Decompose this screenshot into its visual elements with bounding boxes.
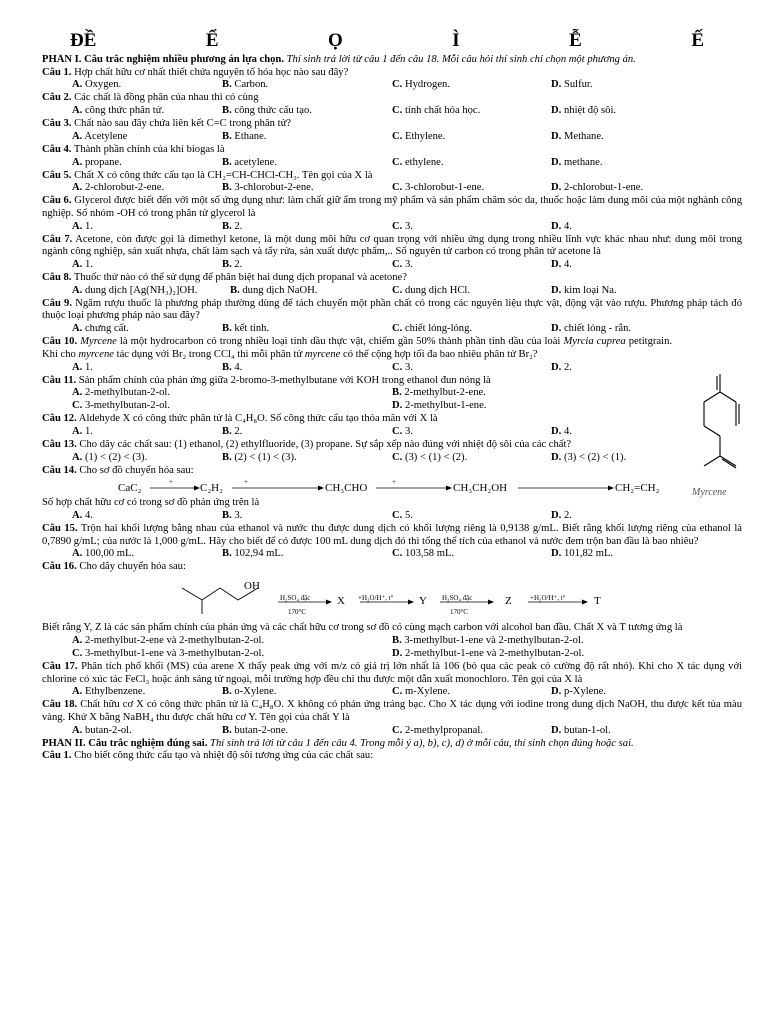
option-a[interactable]: A. công thức phân tử.: [72, 105, 165, 117]
option-a[interactable]: A. 4.: [72, 510, 93, 522]
reagent-label: +H₂O/H⁺, t°: [530, 594, 566, 603]
option-b[interactable]: B. công thức cấu tạo.: [222, 105, 312, 117]
question-text: Sản phẩm chính của phản ứng giữa 2-bromo-3-methylbutane với KOH trong ethanol đun nóng là: [76, 374, 491, 386]
myrcene-structure: [690, 370, 750, 500]
compound-t: T: [594, 595, 601, 608]
options-q16-row1: [42, 635, 742, 648]
compound-ethylene: CH₂=CH₂: [615, 482, 660, 495]
compound-c2h2: C₂H₂: [200, 482, 223, 495]
question-text: Số hợp chất hữu cơ có trong sơ đồ phản ứng trên là: [42, 497, 260, 509]
options-q16-row2: [42, 648, 742, 661]
option-c[interactable]: C. 3.: [392, 361, 413, 373]
question-label: Câu 16.: [42, 561, 77, 573]
option-a[interactable]: A. 2-methylbut-2-ene và 2-methylbutan-2-ol.: [72, 634, 265, 646]
compound-x: X: [337, 595, 345, 608]
options-q15: [42, 548, 742, 561]
options-q2: [42, 105, 742, 118]
option-a[interactable]: A. 2-methylbutan-2-ol.: [72, 387, 170, 399]
exam-page: [42, 30, 742, 763]
part-instruction: Thí sinh trả lời từ câu 1 đến câu 4. Trong mỗi ý a), b), c), d) ở mỗi câu, thí sinh chọn đúng hoặc sai.: [207, 737, 634, 749]
option-c[interactable]: C. 3-methylbut-1-ene và 3-methylbutan-2-ol.: [72, 647, 265, 659]
option-c[interactable]: C. Ethylene.: [392, 130, 446, 142]
question-label: Câu 18.: [42, 699, 78, 711]
condition-label: 170°C: [288, 608, 306, 617]
option-d[interactable]: D. chiết lỏng - rắn.: [551, 323, 632, 335]
part-heading: PHẦN II. Câu trắc nghiệm đúng sai.: [42, 737, 208, 749]
compound-ch3cho: CH₃CHO: [325, 482, 368, 495]
option-c[interactable]: C. 3.: [392, 425, 413, 437]
option-c[interactable]: C. chiết lỏng-lỏng.: [392, 323, 473, 335]
title-fragment: Ễ: [569, 30, 582, 51]
question-label: Câu 2.: [42, 92, 72, 104]
option-a[interactable]: A. Oxygen.: [72, 79, 122, 91]
question-text: Trộn hai khối lượng bằng nhau của ethanol và nước thu được dung dịch có khối lượng riêng là 0,9138 g/mL. Biết rằng khối lượng riêng của ethanol là 0,7890 g/mL; của nước là 1,000 g/mL. Hãy cho biết để có được 100 mL dung dịch đó thì tổng thể tích của ethanol và nước đem trộn ban đầu là bao nhiêu?: [42, 523, 742, 547]
option-a[interactable]: A. 100,00 mL.: [72, 548, 135, 560]
option-a[interactable]: A. Acetylene: [72, 130, 128, 142]
title-fragment: Ọ: [328, 30, 343, 51]
part2-heading: [42, 738, 742, 751]
option-c[interactable]: C. ethylene.: [392, 156, 444, 168]
option-c[interactable]: C. (3) < (1) < (2).: [392, 451, 468, 463]
options-q10: [42, 362, 742, 375]
compound-cac2: CaC₂: [118, 482, 142, 495]
reagent-label: H₂SO₄ đặc: [280, 594, 311, 603]
option-d[interactable]: D. 4.: [551, 220, 572, 232]
option-d[interactable]: D. 101,82 mL.: [551, 548, 614, 560]
question-label: Câu 14.: [42, 464, 77, 476]
option-b[interactable]: B. Ethane.: [222, 130, 267, 142]
option-c[interactable]: C. 5.: [392, 510, 413, 522]
option-b[interactable]: B. 4.: [222, 361, 243, 373]
question-label: Câu 13.: [42, 438, 77, 450]
options-q1: [42, 79, 742, 92]
option-d[interactable]: D. methane.: [551, 156, 603, 168]
question-label: Câu 12.: [42, 413, 77, 425]
options-q4: [42, 157, 742, 170]
option-c[interactable]: C. m-Xylene.: [392, 686, 450, 698]
question-text: Thành phần chính của khí biogas là: [71, 143, 225, 155]
option-b[interactable]: B. o-Xylene.: [222, 686, 277, 698]
options-q11-row1: [42, 387, 742, 400]
question-8: [42, 272, 742, 285]
option-b[interactable]: B. Carbon.: [222, 79, 269, 91]
compound-name: Myrcene: [80, 336, 117, 348]
question-label: Câu 10.: [42, 336, 78, 348]
option-c[interactable]: C. 3.: [392, 220, 413, 232]
reagent-label: H₂SO₄ đặc: [442, 594, 473, 603]
option-b[interactable]: B. 102,94 mL.: [222, 548, 284, 560]
reagent-plus: +: [392, 478, 396, 487]
option-c[interactable]: C. 3.: [392, 259, 413, 271]
question-9: [42, 298, 742, 323]
option-b[interactable]: B. butan-2-one.: [222, 724, 289, 736]
title-fragment: Ì: [452, 30, 460, 51]
title-fragment: Ể: [205, 30, 219, 51]
reaction-scheme-q14: [42, 479, 742, 497]
question-label: Câu 15.: [42, 523, 78, 535]
option-b[interactable]: B. 2.: [222, 259, 243, 271]
options-q3: [42, 131, 742, 144]
question-text: có thể cộng hợp tối đa bao nhiêu phân tử Br₂?: [340, 348, 538, 360]
question-text: Chất hữu cơ X có công thức phân tử là C₄H₈O. X không có phản ứng tráng bạc. Cho X tác dụng với iodine trong dung dịch NaOH, thu được kết tủa màu vàng. Khử X bằng NaBH₄ thu được chất hữu cơ Y. Tên gọi của chất Y là: [42, 699, 742, 723]
question-label: Câu 4.: [42, 143, 72, 155]
options-q11-row2: [42, 400, 742, 413]
question-label: Câu 17.: [42, 660, 78, 672]
question-10: [42, 336, 672, 361]
options-q8: [42, 285, 742, 298]
question-text: Biết rằng Y, Z là các sản phẩm chính của phản ứng và các chất hữu cơ trong sơ đồ có cùng mạch carbon với alcohol ban đầu. Chất X và T tương ứng là: [42, 622, 683, 634]
option-d[interactable]: D. p-Xylene.: [551, 686, 607, 698]
question-label: Câu 11.: [42, 374, 77, 386]
compound-name: myrcene: [304, 348, 341, 360]
question-text: tác dụng với Br₂ trong CCl₄ thì mỗi phân tử: [113, 348, 305, 360]
question-text: Acetone, còn được gọi là dimethyl ketone, là một dung môi hữu cơ quan trọng với nhiều ứng dụng trong nhiều lĩnh vực khác nhau như: dung môi trong ngành công nghiệp, sản xuất nhựa, chất làm sạch và tẩy rửa, sản xuất dược phẩm,.. Số nguyên tử carbon có trong phân tử acetone là: [42, 233, 742, 258]
options-q5: [42, 182, 742, 195]
question-text: Các chất là đồng phân của nhau thì có cùng: [71, 92, 259, 104]
question-5: [42, 170, 742, 183]
options-q13: [42, 452, 742, 465]
option-a[interactable]: A. dung dịch [Ag(NH₃)₂]OH.: [72, 284, 198, 296]
question-text: Chất X có công thức cấu tạo là CH₂=CH-CHCl-CH₃. Tên gọi của X là: [71, 169, 373, 181]
exam-title: [42, 30, 742, 54]
question-label: Câu 9.: [42, 297, 73, 309]
condition-label: 170°C: [450, 608, 468, 617]
option-b[interactable]: B. 3-chlorobut-2-ene.: [222, 182, 314, 194]
options-q12: [42, 426, 742, 439]
part-heading: PHẦN I. Câu trắc nghiệm nhiều phương án lựa chọn.: [42, 54, 284, 65]
part-instruction: Thí sinh trả lời từ câu 1 đến câu 18. Mỗi câu hỏi thí sinh chỉ chọn một phương án.: [283, 54, 636, 65]
option-a[interactable]: A. 1.: [72, 259, 93, 271]
question-text: Cho dãy các chất sau: (1) ethanol, (2) ethylfluoride, (3) propane. Sự sắp xếp nào đúng với nhiệt độ sôi của các chất?: [76, 438, 572, 450]
question-label: Câu 8.: [42, 272, 72, 284]
option-d[interactable]: D. kim loại Na.: [551, 284, 617, 296]
question-text: Chất nào sau đây chứa liên kết C=C trong phân tử?: [71, 118, 292, 130]
option-a[interactable]: A. (1) < (2) < (3).: [72, 451, 148, 463]
reagent-plus: +: [244, 478, 248, 487]
option-b[interactable]: B. 2.: [222, 425, 243, 437]
question-text: Phân tích phổ khối (MS) của arene X thấy peak ứng với m/z có giá trị lớn nhất là 106 (bỏ qua các peak có cường độ rất nhỏ). Khi cho X tác dụng với chlorine có xúc tác FeCl₃ hoặc ánh sáng tử ngoại, mỗi trường hợp đều chỉ thu được một dẫn xuất monochloro. Tên gọi của X là: [42, 660, 743, 685]
option-b[interactable]: B. dung dịch NaOH.: [230, 284, 318, 296]
option-d[interactable]: D. (3) < (2) < (1).: [551, 451, 627, 463]
question-13: [42, 439, 742, 452]
compound-name: myrcene: [78, 348, 114, 360]
part2-question-1: [42, 750, 742, 763]
option-a[interactable]: A. 1.: [72, 425, 93, 437]
question-label: Câu 1.: [42, 750, 72, 762]
question-2: [42, 92, 742, 105]
option-b[interactable]: B. 3.: [222, 510, 243, 522]
question-label: Câu 5.: [42, 169, 72, 181]
reagent-label: +H₂O/H⁺, t°: [358, 594, 394, 603]
option-c[interactable]: C. dung dịch HCl.: [392, 284, 471, 296]
options-q18: [42, 725, 742, 738]
option-a[interactable]: A. 1.: [72, 361, 93, 373]
option-b[interactable]: B. kết tinh.: [222, 323, 270, 335]
question-11: [42, 375, 742, 388]
title-fragment: Ế: [691, 30, 704, 51]
question-16: [42, 561, 742, 574]
reaction-scheme-q16: [42, 576, 742, 618]
question-4: [42, 144, 742, 157]
option-d[interactable]: D. butan-1-ol.: [551, 724, 611, 736]
question-text: Hợp chất hữu cơ nhất thiết chứa nguyên tố hóa học nào sau đây?: [71, 66, 349, 78]
question-3: [42, 118, 742, 131]
options-q6: [42, 221, 742, 234]
question-17: [42, 661, 742, 686]
options-q14: [42, 510, 742, 523]
question-text: Cho dãy chuyển hóa sau:: [76, 561, 186, 573]
reagent-plus: +: [169, 478, 173, 487]
question-18: [42, 699, 742, 724]
option-d[interactable]: D. nhiệt độ sôi.: [551, 105, 617, 117]
question-text: Glycerol được biết đến với một số ứng dụng như: làm chất giữ ẩm trong mỹ phẩm và sản phẩm chăm sóc da, thuốc hoặc làm dung môi của một nghành công nghiệp. Số nhóm -OH có trong phân tử glycerol là: [42, 195, 743, 219]
option-d[interactable]: D. 4.: [551, 259, 572, 271]
option-b[interactable]: B. 3-methylbut-1-ene và 2-methylbutan-2-ol.: [392, 634, 584, 646]
hydroxyl-label: OH: [244, 580, 260, 593]
title-fragment: ĐỀ: [70, 30, 97, 51]
option-d[interactable]: D. Methane.: [551, 130, 604, 142]
option-c[interactable]: C. tính chất hóa học.: [392, 105, 481, 117]
option-c[interactable]: C. 3-chlorobut-1-ene.: [392, 182, 485, 194]
option-a[interactable]: A. 2-chlorobut-2-ene.: [72, 182, 165, 194]
option-b[interactable]: B. 2-methylbut-2-ene.: [392, 387, 486, 399]
question-label: Câu 7.: [42, 233, 73, 245]
question-label: Câu 1.: [42, 66, 72, 78]
species-name: Myrcia cuprea: [563, 336, 626, 348]
option-a[interactable]: A. butan-2-ol.: [72, 724, 132, 736]
option-b[interactable]: B. 2.: [222, 220, 243, 232]
question-7: [42, 234, 742, 259]
option-d[interactable]: D. 2-methylbut-1-ene và 2-methylbutan-2-ol.: [392, 647, 585, 659]
option-d[interactable]: D. 2-methylbut-1-ene.: [392, 400, 487, 412]
option-c[interactable]: C. 103,58 mL.: [392, 548, 455, 560]
question-text: Cho biết công thức cấu tạo và nhiệt độ sôi tương ứng của các chất sau:: [71, 750, 374, 762]
myrcene-figure-label: Myrcene: [692, 487, 727, 498]
option-a[interactable]: A. chưng cất.: [72, 323, 129, 335]
compound-y: Y: [419, 595, 427, 608]
option-a[interactable]: A. propane.: [72, 156, 122, 168]
option-c[interactable]: C. 3-methylbutan-2-ol.: [72, 400, 170, 412]
option-a[interactable]: A. 1.: [72, 220, 93, 232]
question-text: Aldehyde X có công thức phân tử là C₄H₈O. Số công thức cấu tạo thỏa mãn với X là: [76, 413, 438, 425]
options-q9: [42, 323, 742, 336]
options-q7: [42, 259, 742, 272]
question-15: [42, 523, 742, 548]
question-text: là một hydrocarbon có trong nhiều loại tinh dầu thực vật, chiếm gần 50% thành phần tinh dầu của loài: [116, 336, 564, 348]
question-text: petitgrain. Khi cho: [42, 336, 673, 360]
option-c[interactable]: C. Hydrogen.: [392, 79, 450, 91]
question-6: [42, 195, 742, 220]
compound-z: Z: [505, 595, 512, 608]
option-d[interactable]: D. 2.: [551, 361, 572, 373]
option-d[interactable]: D. 2.: [551, 510, 572, 522]
question-label: Câu 3.: [42, 118, 72, 130]
part1-heading: [42, 54, 742, 67]
options-q17: [42, 686, 742, 699]
compound-ethanol: CH₃CH₂OH: [453, 482, 508, 495]
option-a[interactable]: A. Ethylbenzene.: [72, 686, 146, 698]
option-c[interactable]: C. 2-methylpropanal.: [392, 724, 483, 736]
question-text: Ngâm rượu thuốc là phương pháp thường dùng để tách chuyển một phần chất có trong các nguyên liệu thực vật, động vật vào rượu. Phương pháp tách đó thuộc loại phương pháp nào sau đây?: [42, 297, 743, 322]
option-d[interactable]: D. 2-chlorobut-1-ene.: [551, 182, 644, 194]
question-label: Câu 6.: [42, 195, 72, 207]
question-text: Thuốc thử nào có thể sử dụng để phân biệt hai dung dịch propanal và acetone?: [71, 272, 407, 284]
option-b[interactable]: B. acetylene.: [222, 156, 278, 168]
question-text: Cho sơ đồ chuyển hóa sau:: [76, 464, 194, 476]
option-d[interactable]: D. Sulfur.: [551, 79, 593, 91]
question-1: [42, 67, 742, 80]
option-d[interactable]: D. 4.: [551, 425, 572, 437]
option-b[interactable]: B. (2) < (1) < (3).: [222, 451, 297, 463]
question-12: [42, 413, 742, 426]
